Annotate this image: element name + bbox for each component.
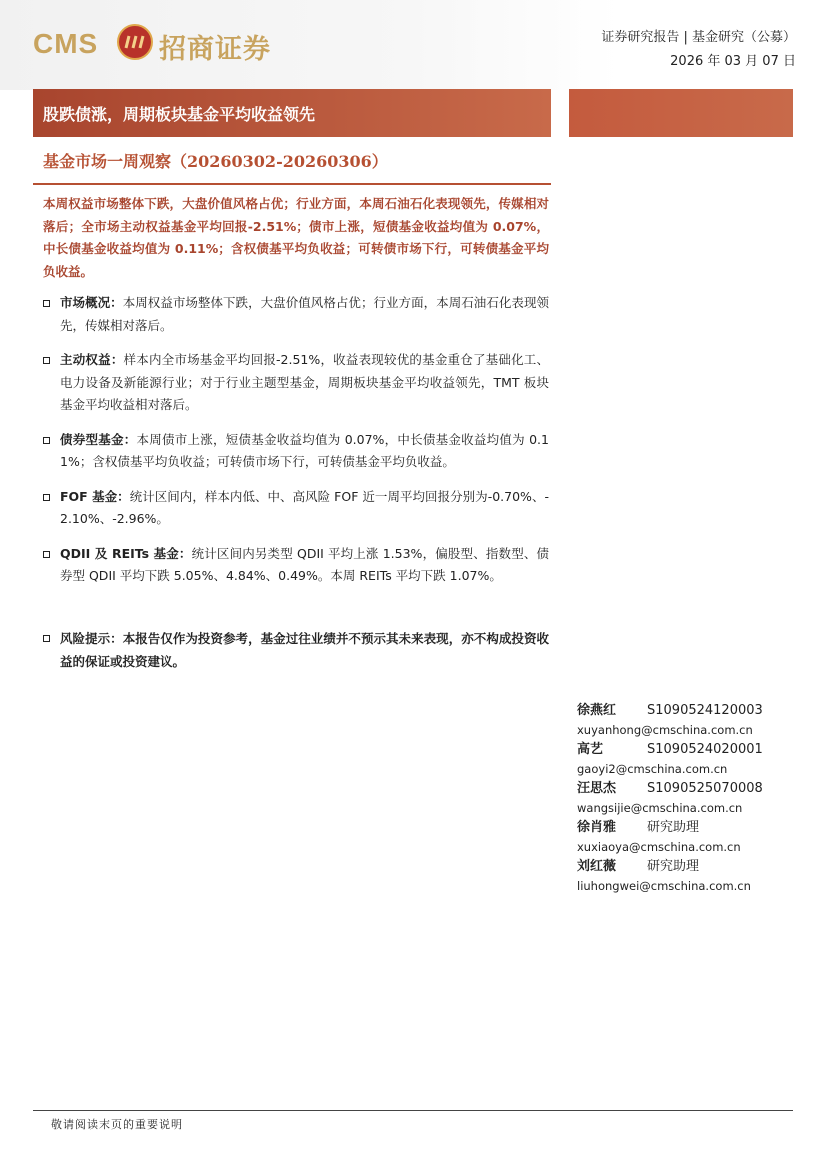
- analyst-name: 汪思杰: [577, 781, 617, 796]
- checkbox-bullet-icon: [43, 494, 50, 501]
- checkbox-bullet-icon: [43, 300, 50, 307]
- analyst-email[interactable]: liuhongwei@cmschina.com.cn: [577, 879, 751, 893]
- report-type: 证券研究报告 | 基金研究（公募）: [601, 30, 796, 45]
- bullet-market-overview: [43, 292, 549, 337]
- analyst-name: 徐燕红: [577, 703, 617, 718]
- analyst-id: 研究助理: [647, 820, 700, 835]
- analyst-entry: [577, 701, 797, 740]
- report-subtitle: 基金市场一周观察（20260302-20260306）: [43, 152, 388, 171]
- analyst-id: S1090524120003: [647, 703, 763, 718]
- report-title: 股跌债涨，周期板块基金平均收益领先: [43, 105, 316, 124]
- risk-text: 风险提示：本报告仅作为投资参考，基金过往业绩并不预示其未来表现，亦不构成投资收益的保证或投资建议。: [60, 631, 549, 669]
- analyst-entry: [577, 740, 797, 779]
- analyst-email[interactable]: xuyanhong@cmschina.com.cn: [577, 723, 753, 737]
- bullet-label: QDII 及 REITs 基金：: [60, 545, 192, 561]
- bullet-label: FOF 基金：: [60, 488, 130, 504]
- risk-warning: [43, 627, 549, 673]
- bullet-text: 本周权益市场整体下跌，大盘价值风格占优；行业方面，本周石油石化表现领先，传媒相对落后。: [60, 295, 549, 333]
- analyst-id: S1090524020001: [647, 742, 763, 757]
- bullet-label: 债券型基金：: [60, 431, 137, 447]
- footer-note: 敬请阅读末页的重要说明: [51, 1118, 183, 1131]
- analyst-entry: [577, 818, 797, 857]
- report-meta: [601, 26, 796, 74]
- analyst-id: S1090525070008: [647, 781, 763, 796]
- checkbox-bullet-icon: [43, 437, 50, 444]
- bullet-text: 统计区间内另类型 QDII 平均上涨 1.53%，偏股型、指数型、债券型 QDII 平均下跌 5.05%、4.84%、0.49%。本周 REITs 平均下跌 1.07%。: [60, 545, 550, 583]
- bullet-qdii-reits: [43, 543, 549, 588]
- logo-text-cn: 招商证券: [159, 34, 271, 65]
- side-bar: [569, 89, 793, 137]
- checkbox-bullet-icon: [43, 635, 50, 642]
- checkbox-bullet-icon: [43, 357, 50, 364]
- analyst-id: 研究助理: [647, 859, 700, 874]
- analyst-name: 高艺: [577, 742, 604, 757]
- analyst-entry: [577, 857, 797, 896]
- checkbox-bullet-icon: [43, 551, 50, 558]
- analyst-email[interactable]: gaoyi2@cmschina.com.cn: [577, 762, 728, 776]
- analyst-entry: [577, 779, 797, 818]
- summary-paragraph: 本周权益市场整体下跌，大盘价值风格占优；行业方面，本周石油石化表现领先，传媒相对落后；全市场主动权益基金平均回报-2.51%；债市上涨，短债基金收益均值为 0.07%，中长债基金收益均值为 0.11%；含权债基平均负收益；可转债市场下行，可转债基金平均负收益。: [43, 196, 549, 279]
- bullet-text: 样本内全市场基金平均回报-2.51%，收益表现较优的基金重仓了基础化工、电力设备及新能源行业；对于行业主题型基金，周期板块基金平均收益领先，TMT 板块基金平均收益相对落后。: [60, 352, 549, 412]
- bullet-label: 主动权益：: [60, 352, 124, 367]
- report-date: 2026 年 03 月 07 日: [670, 54, 796, 69]
- bullet-list: [43, 292, 549, 600]
- logo-seal-icon: [117, 24, 153, 60]
- analyst-list: [577, 701, 797, 896]
- analyst-email[interactable]: wangsijie@cmschina.com.cn: [577, 801, 743, 815]
- title-bar: [33, 89, 551, 137]
- analyst-name: 徐肖雅: [577, 820, 617, 835]
- analyst-name: 刘红薇: [577, 859, 617, 874]
- bullet-active-equity: [43, 349, 549, 417]
- logo-text-en: CMS: [33, 28, 99, 59]
- company-logo: [33, 22, 283, 67]
- bullet-fof: [43, 486, 549, 531]
- bullet-bond-funds: [43, 429, 549, 474]
- analyst-email[interactable]: xuxiaoya@cmschina.com.cn: [577, 840, 741, 854]
- bullet-text: 统计区间内，样本内低、中、高风险 FOF 近一周平均回报分别为-0.70%、-2.10%、-2.96%。: [60, 488, 549, 526]
- footer-divider: [33, 1110, 793, 1111]
- title-divider: [33, 183, 551, 185]
- bullet-text: 本周债市上涨，短债基金收益均值为 0.07%，中长债基金收益均值为 0.11%；含权债基平均负收益；可转债市场下行，可转债基金平均负收益。: [60, 431, 549, 469]
- bullet-label: 市场概况：: [60, 295, 123, 310]
